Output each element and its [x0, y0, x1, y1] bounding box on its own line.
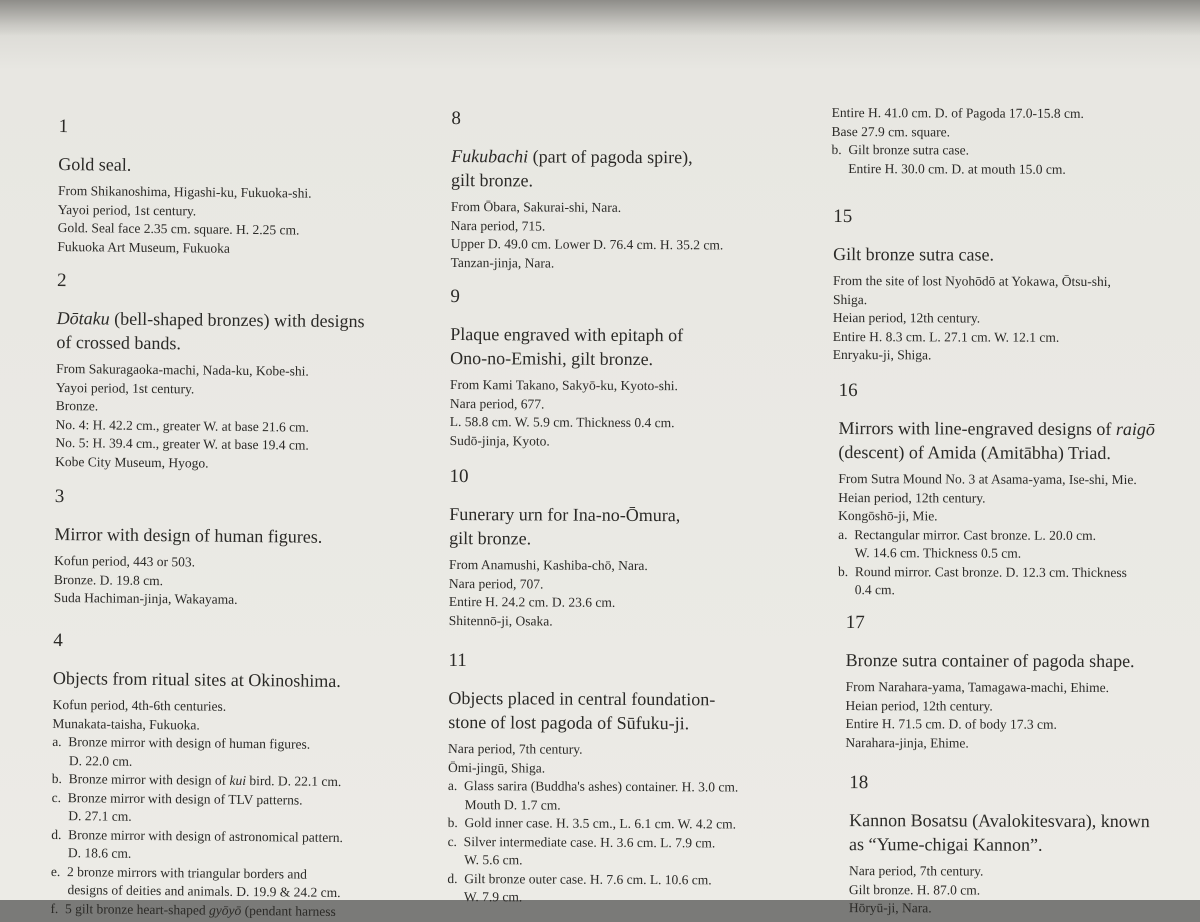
entry-number: 4 [53, 629, 63, 652]
entry-detail-line: d. Gilt bronze outer case. H. 7.6 cm. L. 10.6 cm. [447, 870, 712, 887]
entry-number: 1 [58, 115, 69, 138]
entry-detail-line: Sudō-jinja, Kyoto. [449, 432, 550, 449]
entry-detail-line: From Shikanoshima, Higashi-ku, Fukuoka-shi. [57, 182, 312, 201]
entry-detail-line: Kobe City Museum, Hyogo. [55, 453, 209, 471]
entry-detail-line: Upper D. 49.0 cm. Lower D. 76.4 cm. H. 35.2 cm. [450, 235, 724, 253]
entry-detail-line: Bronze. D. 19.8 cm. [53, 571, 164, 588]
entry-detail-line: a. Glass sarira (Buddha's ashes) container. H. 3.0 cm. [447, 777, 739, 795]
entry-detail-line: Shitennō-ji, Osaka. [448, 612, 553, 629]
entry-detail-line: From Ōbara, Sakurai-shi, Nara. [450, 198, 622, 215]
entry-detail-line: Enryaku-ji, Shiga. [832, 347, 932, 363]
catalog-entry-10 [449, 466, 681, 631]
entry-detail-line: d. Bronze mirror with design of astronomical pattern. [51, 826, 344, 845]
entry-detail-line: Narahara-jinja, Ehime. [845, 734, 969, 750]
entry-number: 9 [450, 285, 461, 308]
catalog-entry-8 [451, 108, 724, 273]
entry-number: 16 [838, 380, 858, 402]
catalog-entry-9 [450, 286, 684, 451]
entry-detail-line: Entire H. 8.3 cm. L. 27.1 cm. W. 12.1 cm. [832, 328, 1060, 345]
entry-detail-line: Yayoi period, 1st century. [55, 379, 195, 396]
entry-number: 2 [56, 269, 67, 292]
entry-detail-line: Entire H. 71.5 cm. D. of body 17.3 cm. [845, 716, 1057, 732]
entry-title-line: of crossed bands. [56, 331, 182, 354]
catalog-entry-continued [831, 104, 1084, 179]
entry-detail-line: Entire H. 24.2 cm. D. 23.6 cm. [448, 593, 616, 610]
catalog-entry-18 [849, 772, 1150, 919]
entry-detail-line: 0.4 cm. [837, 582, 895, 598]
entry-detail-line: From Anamushi, Kashiba-chō, Nara. [449, 556, 648, 574]
entry-detail-line: From Kami Takano, Sakyō-ku, Kyoto-shi. [449, 376, 678, 394]
entry-number: 8 [451, 107, 461, 130]
entry-detail-line: Shiga. [832, 291, 868, 307]
catalog-entry-2 [55, 270, 365, 474]
entry-detail-line: Hōryū-ji, Nara. [848, 900, 932, 916]
entry-detail-line: Gilt bronze. H. 87.0 cm. [848, 881, 981, 898]
entry-title-line: Gold seal. [58, 153, 132, 175]
entry-title-line: Objects from ritual sites at Okinoshima. [52, 667, 341, 691]
entry-detail-line: Fukuoka Art Museum, Fukuoka [57, 238, 231, 256]
entry-detail-line: From the site of lost Nyohōdō at Yokawa, Ōtsu-shi, [832, 273, 1111, 289]
entry-number: 15 [833, 206, 853, 228]
entry-detail-line: Yayoi period, 1st century. [57, 201, 197, 218]
entry-title-line: Mirror with design of human figures. [54, 523, 323, 547]
entry-detail-line: designs of deities and animals. D. 19.9 & 24.2 cm. [50, 881, 341, 900]
entry-detail-line: Tanzan-jinja, Nara. [450, 254, 555, 271]
entry-title-line: Fukubachi (part of pagoda spire), [451, 145, 693, 168]
entry-detail-line: From Sutra Mound No. 3 at Asama-yama, Ise-shi, Mie. [838, 471, 1137, 488]
entry-detail-line: e. 2 bronze mirrors with triangular borders and [50, 863, 307, 882]
catalog-entry-15 [833, 206, 1111, 365]
entry-title-line: Gilt bronze sutra case. [833, 244, 995, 265]
catalog-entry-3 [54, 486, 323, 610]
entry-detail-line: No. 5: H. 39.4 cm., greater W. at base 19.4 cm. [55, 434, 309, 453]
catalog-entry-17 [845, 612, 1134, 753]
entry-detail-line: W. 7.9 cm. [447, 888, 523, 905]
entry-number: 11 [448, 649, 467, 672]
entry-detail-line: b. Gold inner case. H. 3.5 cm., L. 6.1 cm. W. 4.2 cm. [447, 814, 737, 832]
entry-title-line: gilt bronze. [451, 169, 534, 191]
entry-detail-line: L. 58.8 cm. W. 5.9 cm. Thickness 0.4 cm. [449, 413, 675, 431]
entry-detail-line: Heian period, 12th century. [845, 697, 993, 714]
entry-detail-line: f. 5 gilt bronze heart-shaped gyōyō (pendant harness [50, 900, 336, 919]
entry-detail-line: Munakata-taisha, Fukuoka. [52, 715, 200, 733]
entry-detail-line: c. Bronze mirror with design of TLV patterns. [51, 789, 303, 808]
entry-detail-line: Nara period, 7th century. [848, 863, 984, 879]
column-right [829, 0, 1192, 916]
entry-title-line: Kannon Bosatsu (Avalokitesvara), known [849, 810, 1150, 832]
entry-detail-line: Base 27.9 cm. square. [831, 123, 951, 139]
catalog-entry-11 [447, 650, 739, 908]
entry-detail-line: Heian period, 12th century. [838, 489, 986, 506]
entry-detail-line: a. Bronze mirror with design of human figures. [52, 733, 311, 752]
entry-detail-line: W. 14.6 cm. Thickness 0.5 cm. [838, 545, 1022, 561]
entry-detail-line: b. Round mirror. Cast bronze. D. 12.3 cm. Thickness [837, 563, 1127, 580]
entry-detail-line: No. 4: H. 42.2 cm., greater W. at base 21.6 cm. [55, 416, 310, 435]
entry-detail-line: W. 5.6 cm. [447, 851, 523, 868]
entry-number: 18 [849, 772, 869, 794]
entry-title-line: Bronze sutra container of pagoda shape. [845, 650, 1135, 672]
entry-title-line: Dōtaku (bell-shaped bronzes) with designs [56, 307, 365, 332]
entry-number: 3 [54, 485, 65, 508]
entry-detail-line: Mouth D. 1.7 cm. [447, 796, 561, 813]
entry-title-line: Mirrors with line-engraved designs of raigō [838, 418, 1155, 440]
entry-detail-line: b. Gilt bronze sutra case. [831, 141, 970, 158]
entry-detail-line: From Sakuragaoka-machi, Nada-ku, Kobe-shi. [56, 360, 309, 379]
entry-number: 10 [449, 465, 469, 488]
entry-detail-line: D. 22.0 cm. [51, 752, 133, 769]
entry-detail-line: Kofun period, 443 or 503. [54, 552, 196, 570]
entry-detail-line: Nara period, 715. [450, 217, 546, 233]
column-middle [447, 0, 812, 905]
entry-title-line: Plaque engraved with epitaph of [450, 323, 684, 346]
entry-title-line: Ono-no-Emishi, gilt bronze. [450, 347, 654, 370]
entry-detail-line: Entire H. 41.0 cm. D. of Pagoda 17.0-15.8 cm. [831, 104, 1084, 121]
entry-title-line: Objects placed in central foundation- [448, 687, 716, 710]
entry-detail-line: Bronze. [55, 397, 99, 414]
entry-detail-line: Nara period, 677. [449, 395, 545, 411]
entry-detail-line: Kongōshō-ji, Mie. [838, 508, 938, 524]
entry-detail-line: Heian period, 12th century. [832, 310, 981, 326]
column-left [50, 0, 420, 919]
entry-detail-line: Gold. Seal face 2.35 cm. square. H. 2.25 cm. [57, 219, 300, 238]
entry-detail-line: D. 18.6 cm. [50, 844, 132, 861]
catalog-entry-16 [838, 380, 1155, 601]
entry-detail-line: Ōmi-jingū, Shiga. [447, 759, 546, 775]
entry-detail-line: Suda Hachiman-jinja, Wakayama. [53, 589, 238, 607]
entry-detail-line: From Narahara-yama, Tamagawa-machi, Ehime. [845, 679, 1110, 695]
entry-title-line: gilt bronze. [449, 527, 532, 549]
entry-detail-line: b. Bronze mirror with design of kui bird. D. 22.1 cm. [51, 770, 342, 789]
entry-detail-line: D. 27.1 cm. [51, 807, 132, 824]
entry-detail-line: Nara period, 7th century. [448, 740, 583, 757]
entry-detail-line: Nara period, 707. [448, 575, 544, 591]
entry-detail-line: Kofun period, 4th-6th centuries. [52, 696, 227, 714]
catalog-entry-1 [57, 116, 312, 259]
entry-detail-line: Entire H. 30.0 cm. D. at mouth 15.0 cm. [831, 160, 1066, 177]
entry-title-line: stone of lost pagoda of Sūfuku-ji. [448, 711, 690, 734]
entry-detail-line: c. Silver intermediate case. H. 3.6 cm. L. 7.9 cm. [447, 833, 716, 850]
entry-title-line: Funerary urn for Ina-no-Ōmura, [449, 503, 681, 526]
entry-title-line: (descent) of Amida (Amitābha) Triad. [838, 442, 1111, 463]
entry-number: 17 [845, 612, 865, 634]
catalog-entry-4 [50, 630, 345, 921]
entry-title-line: as “Yume-chigai Kannon”. [849, 834, 1043, 855]
entry-detail-line: a. Rectangular mirror. Cast bronze. L. 20.0 cm. [838, 526, 1097, 543]
